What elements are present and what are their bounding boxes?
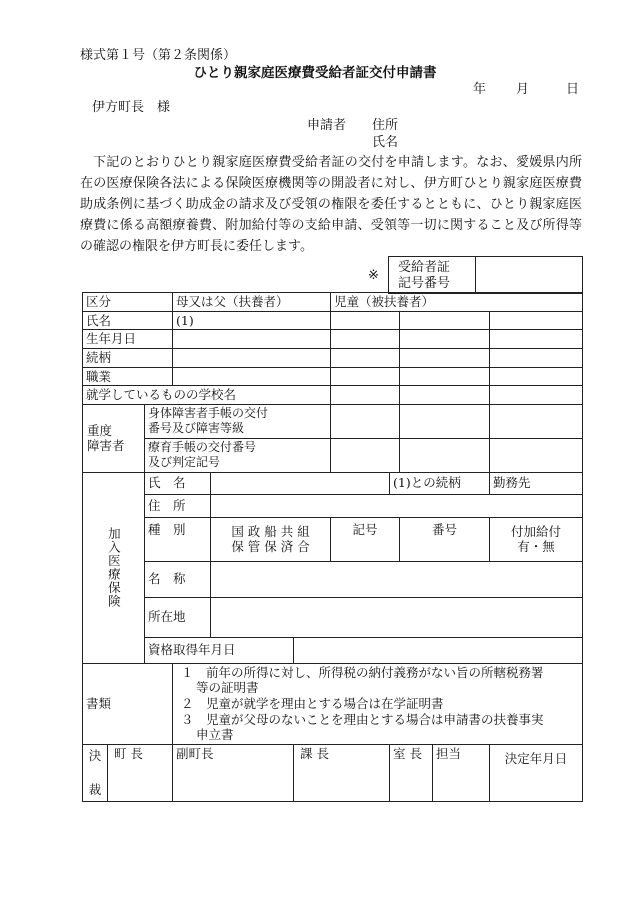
parent-name-field[interactable]: (1) [173,311,331,330]
parent-occupation-field[interactable] [173,367,331,386]
applicant-label: 申請者 [307,118,347,133]
ins-type-options-line2: 保 管 保 済 合 [231,539,310,555]
ins-address-label: 住 所 [145,494,211,517]
name-label: 氏名 [372,135,399,150]
vice-mayor-label: 副町長 [176,745,214,761]
certificate-number-field[interactable] [476,257,582,293]
ins-number-label: 番号 [400,517,490,561]
documents-item-3-cont: 申立書 [196,727,234,743]
disability-label [83,404,145,472]
office-chief-stamp-box[interactable] [390,744,433,801]
ins-type-label: 種 別 [145,517,211,561]
child-relation-field-2[interactable] [400,348,490,367]
approval-label-top: 決 [88,747,102,763]
ins-type-options[interactable] [211,517,331,561]
child-school-field-2[interactable] [400,386,490,405]
ins-symbol-label: 記号 [331,517,400,561]
application-table [82,292,583,802]
vice-mayor-stamp-box[interactable] [173,744,294,801]
office-chief-label: 室 長 [393,745,423,761]
rehab-notebook-label [145,438,331,472]
disability-label-line2: 障害者 [87,438,125,454]
parent-relation-field[interactable] [173,348,331,367]
rehab-notebook-line2: 及び判定記号 [148,455,221,470]
documents-item-1-cont: 等の証明書 [196,680,259,696]
date-month-label: 月 [516,82,530,97]
ins-org-field[interactable] [211,561,583,597]
child-relation-field-1[interactable] [331,348,400,367]
documents-label: 書類 [83,663,173,744]
child-relation-field-3[interactable] [490,348,583,367]
ins-address-field[interactable] [211,494,583,517]
ins-extra-benefit[interactable] [490,517,583,561]
child-school-field-3[interactable] [490,386,583,405]
child-birth-field-2[interactable] [400,330,490,349]
child-occupation-field-1[interactable] [331,367,400,386]
mayor-label: 町 長 [114,745,143,761]
name-row-label: 氏名 [83,311,173,330]
rehab-notebook-field-1[interactable] [331,438,400,472]
ins-date-label: 資格取得年月日 [145,637,294,663]
child-occupation-field-2[interactable] [400,367,490,386]
ins-name-label: 氏 名 [145,472,211,494]
approval-label [83,744,108,801]
parent-birth-field[interactable] [173,330,331,349]
ins-relation-label: (1)との続柄 [390,472,490,494]
address-label: 住所 [372,118,399,133]
certificate-label-line1: 受給者証 [398,260,451,275]
school-row-label: 就学しているものの学校名 [83,386,331,405]
ins-type-options-line1: 国 政 船 共 組 [231,523,310,539]
physical-disability-line1: 身体障害者手帳の交付 [148,406,269,421]
child-name-field-1[interactable] [331,311,400,330]
mayor-stamp-box[interactable] [108,744,173,801]
section-chief-stamp-box[interactable] [294,744,390,801]
addressee: 伊方町長 様 [92,100,171,115]
approval-label-bottom: 裁 [88,781,102,797]
ins-date-field[interactable] [294,637,583,663]
child-birth-field-1[interactable] [331,330,400,349]
decision-date-box[interactable] [490,744,583,801]
body-text: 下記のとおりひとり親家庭医療費受給者証の交付を申請します。なお、愛媛県内所在の医療保険各法による保険医療機関等の開設者に対し、伊方町ひとり親家庭医療費助成条例に基づく助成金の請求及び受領の権限を委任するとともに、ひとり親家庭医療費に係る高額療養費、附加給付等の支給申請、受領等一切に関すること及び所得等の確認の権限を伊方町長に委任します。 [80,155,582,254]
certificate-number-label [389,257,476,293]
ins-extra-benefit-options: 有・無 [517,539,555,555]
staff-label: 担当 [436,745,462,761]
date-year-label: 年 [473,82,487,97]
ins-location-label: 所在地 [145,597,211,637]
physical-disability-field-3[interactable] [490,404,583,438]
form-number: 様式第１号（第２条関係） [80,48,237,63]
child-birth-field-3[interactable] [490,330,583,349]
child-name-field-3[interactable] [490,311,583,330]
certificate-number-box [388,256,583,294]
birth-row-label: 生年月日 [83,330,173,349]
relation-row-label: 続柄 [83,348,173,367]
disability-label-line1: 重度 [87,422,113,438]
insurance-section-label: 加入医療保険 [83,472,145,663]
ins-extra-benefit-label: 付加給付 [511,523,562,539]
staff-stamp-box[interactable] [433,744,490,801]
ins-name-field[interactable] [211,472,390,494]
ins-location-field[interactable] [211,597,583,637]
child-name-field-2[interactable] [400,311,490,330]
child-occupation-field-3[interactable] [490,367,583,386]
rehab-notebook-field-2[interactable] [400,438,490,472]
category-header: 区分 [83,293,173,312]
rehab-notebook-field-3[interactable] [490,438,583,472]
date-day-label: 日 [566,82,580,97]
documents-item-1: １ 前年の所得に対し、所得税の納付義務がない旨の所轄税務署 [181,664,544,680]
physical-disability-label [145,404,331,438]
parent-header: 母又は父（扶養者） [173,293,331,312]
ins-workplace-label: 勤務先 [490,472,583,494]
certificate-label-line2: 記号番号 [398,276,451,291]
documents-list [173,663,583,744]
child-header: 児童（被扶養者） [331,293,583,312]
section-chief-label: 課 長 [300,745,329,761]
physical-disability-field-2[interactable] [400,404,490,438]
rehab-notebook-line1: 療育手帳の交付番号 [148,440,257,455]
decision-date-label: 決定年月日 [504,750,568,766]
child-school-field-1[interactable] [331,386,400,405]
documents-item-2: ２ 児童が就学を理由とする場合は在学証明書 [181,696,444,711]
occupation-row-label: 職業 [83,367,173,386]
physical-disability-line2: 番号及び障害等級 [148,421,245,436]
ins-org-label: 名 称 [145,561,211,597]
physical-disability-field-1[interactable] [331,404,400,438]
page-title: ひとり親家庭医療費受給者証交付申請書 [193,65,437,81]
office-use-mark: ※ [368,268,379,283]
documents-item-3: ３ 児童が父母のないことを理由とする場合は申請書の扶養事実 [181,711,544,727]
